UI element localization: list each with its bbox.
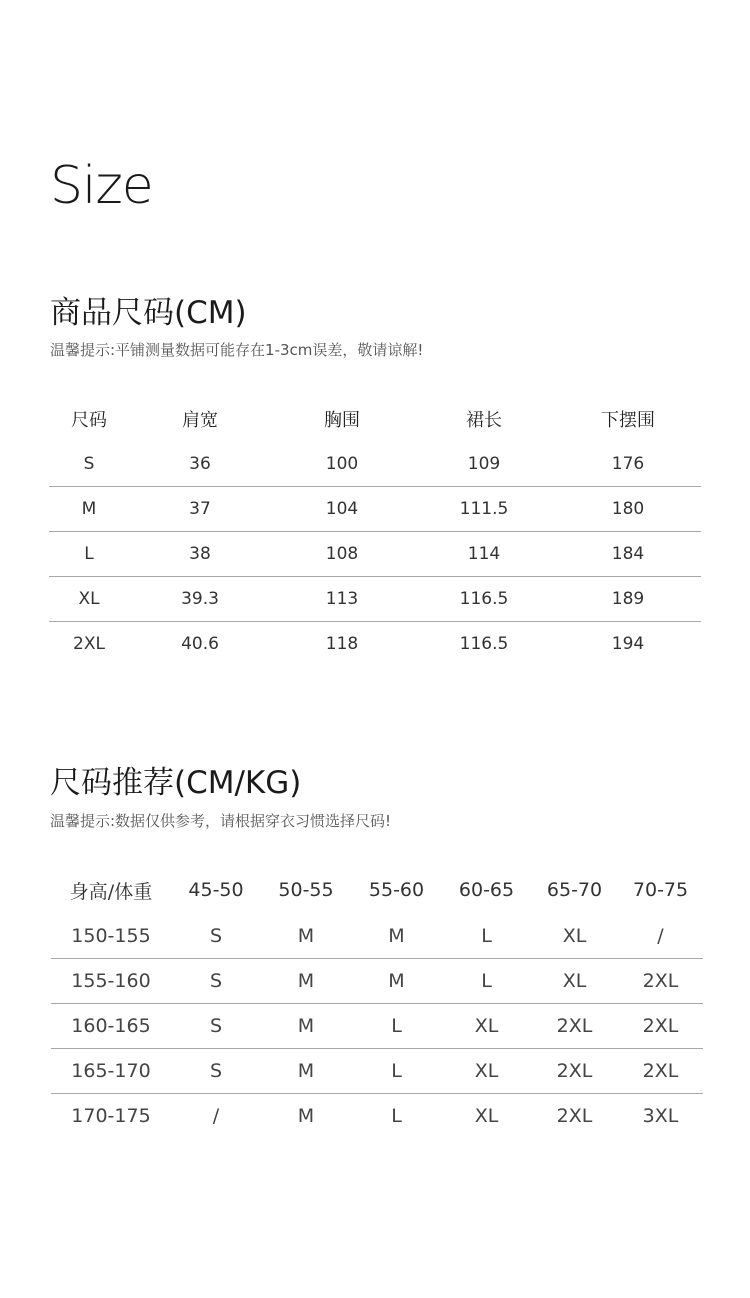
size-cell: 104 [325,499,359,519]
size-cell: 38 [189,544,211,564]
size-header-cell: 裙长 [466,410,502,431]
recommend-cell: M [388,970,405,992]
size-cell: 109 [467,454,501,474]
size-cell: M [81,499,97,519]
recommend-cell: 2XL [556,1105,593,1127]
recommend-cell: XL [474,1105,499,1127]
size-cell: 184 [611,544,645,564]
recommend-cell: L [391,1105,402,1127]
size-cell: 114 [467,544,501,564]
size-cell: 40.6 [181,634,219,654]
size-header-cell: 尺码 [71,410,107,431]
page-title: Size [50,156,153,216]
recommend-cell: M [297,1060,315,1082]
recommend-section-title: 尺码推荐(CM/KG) [50,765,302,801]
table-row [51,1094,703,1139]
size-cell: 108 [325,544,359,564]
recommend-cell: M [297,1105,315,1127]
recommend-cell: M [297,925,315,947]
recommend-header-cell: 65-70 [546,879,603,901]
size-section-note: 温馨提示:平铺测量数据可能存在1-3cm误差，敬请谅解! [50,341,424,359]
recommend-cell: XL [562,970,587,992]
recommend-header-cell: 55-60 [368,879,425,901]
size-cell: 180 [611,499,645,519]
table-row [49,487,701,532]
recommend-cell: 2XL [642,1060,679,1082]
size-header-cell: 胸围 [324,410,360,431]
size-cell: XL [78,589,100,609]
recommend-cell: 2XL [642,1015,679,1037]
recommend-cell: 2XL [642,970,679,992]
recommend-header-cell: 45-50 [188,879,244,901]
table-row [51,1049,703,1094]
recommend-cell: M [388,925,405,947]
recommend-header-cell: 70-75 [632,879,689,901]
size-cell: 176 [611,454,645,474]
recommend-cell: M [297,1015,315,1037]
table-row [51,914,703,959]
size-cell: 118 [325,634,359,654]
recommend-cell: L [481,970,492,992]
recommend-table [51,866,703,1138]
recommend-cell: 3XL [642,1105,679,1127]
recommend-header-cell: 60-65 [458,879,515,901]
recommend-cell: 170-175 [71,1105,151,1127]
recommend-cell: / [657,925,664,947]
recommend-section-note: 温馨提示:数据仅供参考，请根据穿衣习惯选择尺码! [50,812,392,830]
size-cell: 39.3 [181,589,219,609]
size-cell: 2XL [73,634,105,654]
table-row [51,1004,703,1049]
recommend-cell: L [481,925,492,947]
size-section-title: 商品尺码(CM) [50,295,247,331]
recommend-cell: M [297,970,315,992]
size-cell: 111.5 [459,499,509,519]
size-header-cell: 下摆围 [601,410,655,431]
recommend-cell: XL [474,1015,499,1037]
size-cell: 116.5 [459,589,509,609]
recommend-cell: L [391,1015,402,1037]
size-table-header-row [49,396,701,442]
recommend-cell: 2XL [556,1060,593,1082]
recommend-cell: XL [474,1060,499,1082]
table-row [49,442,701,487]
size-header-cell: 肩宽 [182,410,218,431]
recommend-cell: / [212,1105,220,1127]
size-cell: 194 [611,634,645,654]
size-cell: 116.5 [459,634,509,654]
recommend-cell: S [209,970,223,992]
recommend-table-header-row [51,866,703,914]
size-cell: 100 [325,454,359,474]
table-row [49,622,701,667]
table-row [51,959,703,1004]
recommend-header-cell: 50-55 [278,879,334,901]
recommend-cell: XL [562,925,587,947]
recommend-cell: S [209,1060,223,1082]
recommend-header-cell: 身高/体重 [69,880,153,903]
recommend-cell: 165-170 [71,1060,151,1082]
recommend-cell: 150-155 [71,925,151,947]
size-cell: 189 [611,589,645,609]
size-table [49,396,701,666]
size-cell: 113 [325,589,359,609]
table-row [49,532,701,577]
size-cell: L [84,544,94,564]
recommend-cell: S [209,925,223,947]
size-cell: 37 [189,499,211,519]
recommend-cell: S [209,1015,223,1037]
table-row [49,577,701,622]
size-cell: S [83,454,95,474]
recommend-cell: L [391,1060,402,1082]
recommend-cell: 2XL [556,1015,593,1037]
recommend-cell: 160-165 [71,1015,151,1037]
size-cell: 36 [189,454,211,474]
recommend-cell: 155-160 [71,970,151,992]
